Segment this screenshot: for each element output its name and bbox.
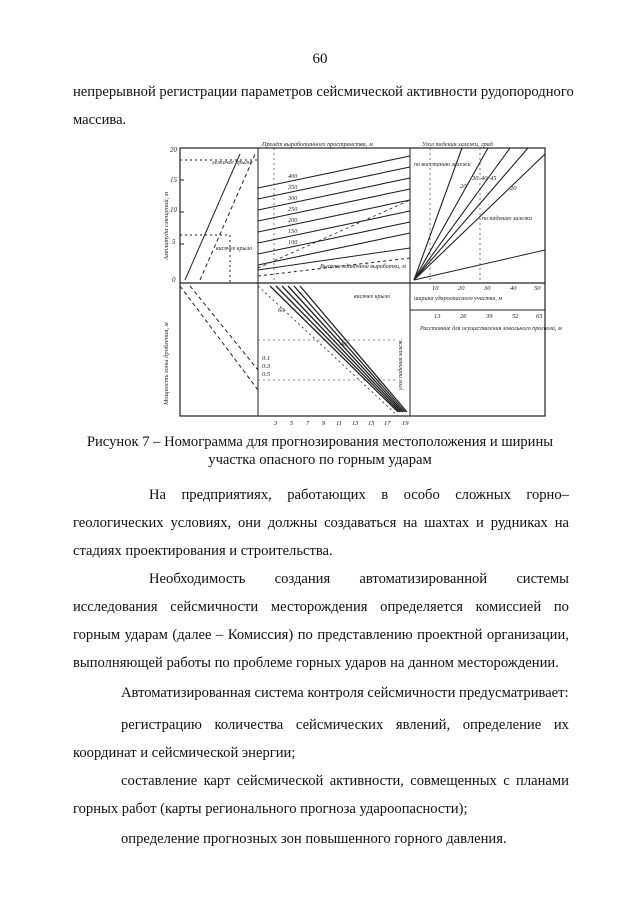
- y-tick-10: 10: [170, 206, 177, 214]
- word: сейсмичности: [170, 599, 259, 615]
- item1-line2: координат и сейсмической энергии;: [73, 745, 296, 761]
- word: с: [503, 773, 510, 789]
- word: горным: [73, 627, 121, 643]
- word: количества: [214, 717, 284, 733]
- word: системы: [516, 571, 569, 587]
- top-right-label: Угол падения залежи, град: [422, 141, 493, 148]
- bottom-tick: 9: [322, 420, 326, 427]
- nomogram-line: [180, 286, 258, 390]
- distance-tick: 26: [460, 313, 467, 320]
- figure-caption-line-1: Рисунок 7 – Номограмма для прогнозирования местоположения и ширины: [86, 434, 554, 450]
- word: проектной: [417, 627, 483, 643]
- item2-line1: [121, 772, 569, 790]
- span-value: 300: [288, 195, 298, 202]
- nomogram-line: [270, 286, 398, 412]
- bottom-tick: 3: [274, 420, 278, 427]
- word: комиссией: [475, 599, 542, 615]
- para2-line2: [73, 598, 569, 616]
- para2-line3: [73, 626, 569, 644]
- word: явлений,: [395, 717, 451, 733]
- word: работающих: [287, 487, 366, 503]
- nomogram-line: [288, 286, 403, 412]
- word: месторождения: [270, 599, 368, 615]
- nomogram-line: [258, 200, 410, 268]
- word: условиях,: [170, 515, 232, 531]
- word: сейсмических: [295, 717, 384, 733]
- y-tick-0: 0: [172, 276, 176, 284]
- item1-line1: [121, 716, 569, 734]
- distance-label: Расстояние для осуществления локального прогноза, м: [420, 326, 562, 332]
- height-label: Высота одиночной выработки, м: [320, 264, 406, 270]
- angle-value: 30: [472, 175, 479, 182]
- hazard-width-label: ширина удароопасного участка, м: [414, 296, 503, 302]
- lower-diag-label: 0.5: [262, 371, 271, 378]
- bottom-tick: 17: [384, 420, 391, 427]
- width-tick: 30: [484, 285, 491, 292]
- bottom-tick: 13: [352, 420, 359, 427]
- word: на: [403, 515, 418, 531]
- lower-diag-label: 0.1: [262, 355, 271, 362]
- footwall-upper-label: висячее крыло: [216, 246, 253, 252]
- nomogram-line: [294, 286, 405, 412]
- word: сейсмической: [236, 773, 324, 789]
- bottom-tick: 5: [290, 420, 294, 427]
- word: горно–: [526, 487, 569, 503]
- word: определение: [462, 717, 542, 733]
- footwall-lower-label: висячее крыло: [354, 294, 391, 300]
- word: по: [553, 599, 569, 615]
- dip-label: по падению залежи: [482, 216, 533, 222]
- y-tick-20: 20: [170, 146, 177, 154]
- word: карт: [203, 773, 231, 789]
- angle-value: 45: [490, 175, 497, 182]
- intro-line-2: массива.: [73, 112, 127, 128]
- word: по: [297, 627, 313, 643]
- lower-diag-label: 40: [340, 341, 347, 348]
- word: их: [553, 717, 569, 733]
- bottom-tick: 11: [336, 420, 343, 427]
- bottom-tick: 7: [306, 420, 310, 427]
- word: особо: [403, 487, 440, 503]
- word: активности,: [329, 773, 404, 789]
- distance-tick: 52: [512, 313, 519, 320]
- page-number: 60: [312, 51, 328, 67]
- nomogram-line: [276, 286, 400, 412]
- word: геологических: [73, 515, 164, 531]
- distance-tick: 13: [434, 313, 441, 320]
- word: Необходимость: [149, 571, 246, 587]
- word: должны: [267, 515, 318, 531]
- item3-line1: определение прогнозных зон повышенного горного давления.: [121, 831, 507, 847]
- nomogram-line: [258, 286, 398, 416]
- lower-diag-label: 60: [278, 307, 285, 314]
- para1-line3: стадиях проектирования и строительства.: [73, 543, 333, 559]
- system-intro: Автоматизированная система контроля сейсмичности предусматривает:: [121, 685, 569, 701]
- word: в: [381, 487, 389, 503]
- width-tick: 10: [432, 285, 439, 292]
- word: определяется: [380, 599, 463, 615]
- item2-line2: горных работ (карты регионального прогноза удароопасности);: [73, 801, 468, 817]
- span-value: 400: [288, 173, 298, 180]
- nomogram-line: [414, 250, 545, 280]
- top-center-label: Пролёт выработанного пространства, м: [262, 141, 373, 148]
- width-tick: 40: [510, 285, 517, 292]
- y-axis-upper-label: Амплитуда смещений, м: [163, 191, 170, 260]
- span-value: 350: [288, 184, 298, 191]
- intro-line-1: непрерывной регистрации параметров сейсмической активности рудопородного: [73, 84, 574, 100]
- word: создания: [274, 571, 331, 587]
- word: и: [476, 515, 484, 531]
- word: –: [216, 627, 224, 643]
- angle-value: 40: [481, 175, 488, 182]
- bottom-tick: 15: [368, 420, 375, 427]
- lower-diag-label: 0.3: [262, 363, 271, 370]
- y-axis-lower-label: Мощность зоны дробления, м: [163, 322, 170, 405]
- word: создаваться: [324, 515, 397, 531]
- para1-line2: [73, 514, 569, 532]
- y-tick-15: 15: [170, 176, 177, 184]
- word: на: [554, 515, 569, 531]
- nomogram-figure: [163, 140, 562, 430]
- word: исследования: [73, 599, 158, 615]
- width-tick: 20: [458, 285, 465, 292]
- figure-caption-line-2: участка опасного по горным ударам: [208, 452, 432, 468]
- nomogram-line: [190, 286, 258, 370]
- word: шахтах: [424, 515, 470, 531]
- word: регистрацию: [121, 717, 202, 733]
- rise-label: по восстанию залежи: [414, 162, 471, 168]
- word: (далее: [172, 627, 212, 643]
- word: организации,: [486, 627, 569, 643]
- distance-tick: 39: [486, 313, 493, 320]
- span-value: 200: [288, 217, 298, 224]
- word: автоматизированной: [359, 571, 488, 587]
- y-tick-5: 5: [172, 238, 176, 246]
- word: ударам: [124, 627, 168, 643]
- span-value: 250: [288, 206, 298, 213]
- span-value: 150: [288, 228, 298, 235]
- word: совмещенных: [410, 773, 497, 789]
- word: предприятиях,: [181, 487, 272, 503]
- nomogram-line: [300, 286, 407, 412]
- angle-value: 20: [460, 183, 467, 190]
- word: сложных: [455, 487, 511, 503]
- distance-tick: 65: [536, 313, 543, 320]
- nomogram-line: [282, 286, 402, 412]
- angle-value: 20: [510, 185, 517, 192]
- word: представлению: [317, 627, 413, 643]
- span-value: 100: [288, 239, 298, 246]
- para2-line1: [149, 570, 569, 588]
- hanging-wall-label: лежачее крыло: [212, 160, 251, 166]
- word: Комиссия): [227, 627, 294, 643]
- ore-body-label: угол падения залеж.: [398, 338, 404, 390]
- word: планами: [516, 773, 569, 789]
- para2-line4: выполняющей работы по проблеме горных ударов на данном месторождении.: [73, 655, 559, 671]
- word: составление: [121, 773, 198, 789]
- bottom-tick: 19: [402, 420, 409, 427]
- word: На: [149, 487, 167, 503]
- word: они: [237, 515, 261, 531]
- word: рудниках: [490, 515, 548, 531]
- para1-line1: [149, 486, 569, 504]
- width-tick: 50: [534, 285, 541, 292]
